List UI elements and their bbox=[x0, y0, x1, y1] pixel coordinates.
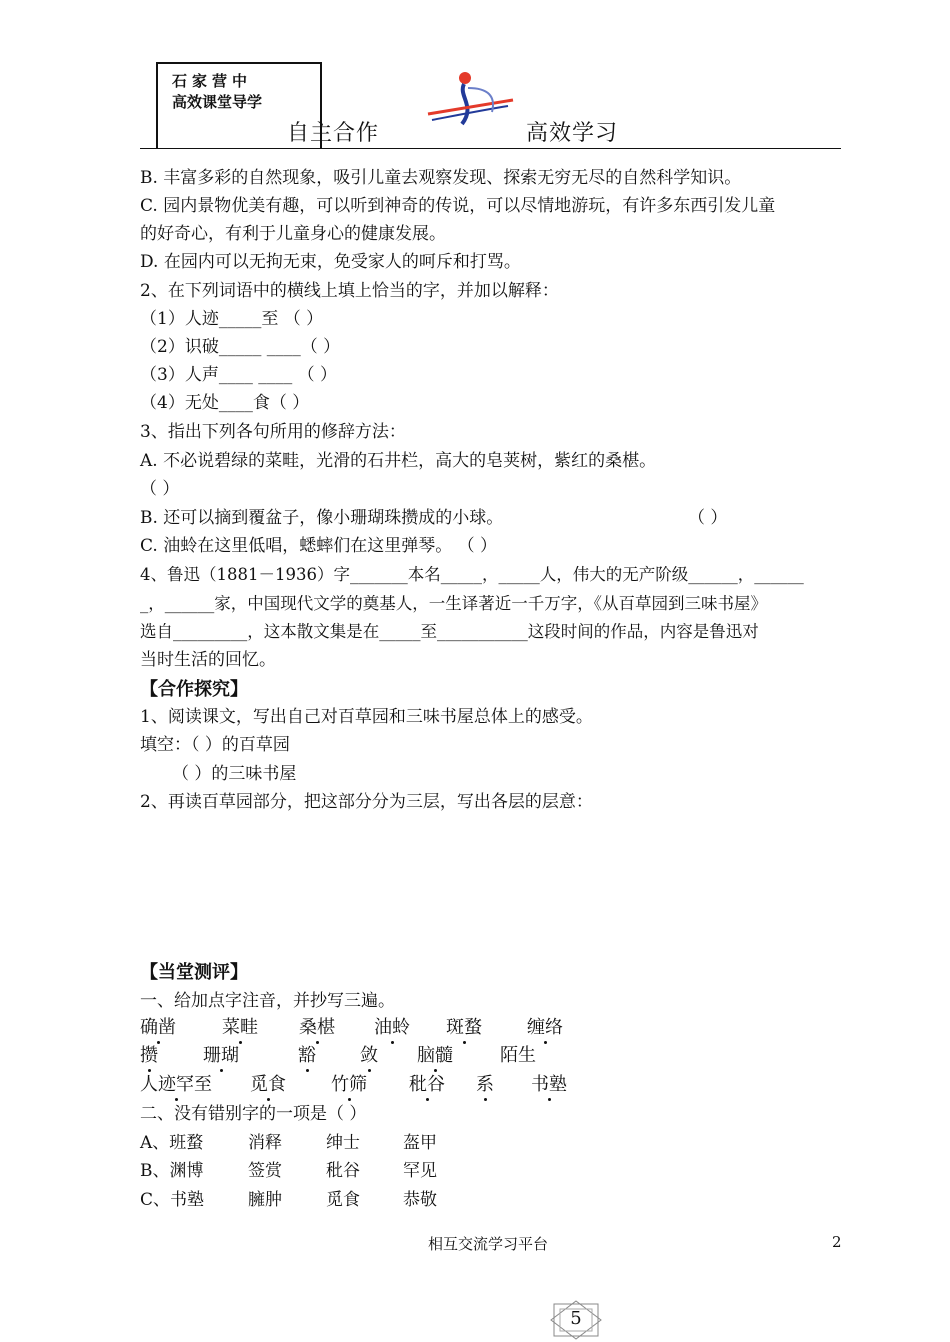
vocab-word: 攒 bbox=[140, 1045, 158, 1066]
choice-b-label: B、渊博 bbox=[140, 1161, 204, 1181]
slogan-left: 自主合作 bbox=[287, 121, 380, 146]
coop-heading: 【合作探究】 bbox=[140, 679, 248, 700]
coop-fill-1: 填空：（ ）的百草园 bbox=[140, 735, 290, 755]
vocab-word: 斑蝥 bbox=[446, 1017, 482, 1038]
option-d: D. 在园内可以无拘无束，免受家人的呵斥和打骂。 bbox=[140, 252, 521, 272]
vocab-word: 珊瑚 bbox=[203, 1045, 239, 1066]
choice-word: 臃肿 bbox=[248, 1190, 282, 1210]
vocab-word: 菜畦 bbox=[222, 1017, 258, 1038]
choice-a-label: A、班蝥 bbox=[140, 1133, 204, 1153]
vocab-word: 系 bbox=[476, 1074, 494, 1095]
vocab-word: 豁 bbox=[298, 1045, 316, 1066]
vocab-word: 人迹罕至 bbox=[140, 1074, 212, 1095]
choice-word: 恭敬 bbox=[403, 1190, 437, 1210]
q3-b: B. 还可以摘到覆盆子，像小珊瑚珠攒成的小球。 bbox=[140, 508, 504, 528]
choice-word: 消释 bbox=[248, 1133, 282, 1153]
vocab-word: 桑椹 bbox=[299, 1017, 335, 1038]
q3-a: A. 不必说碧绿的菜畦，光滑的石井栏，高大的皂荚树，紫红的桑椹。 bbox=[140, 451, 657, 471]
q4-line2: _，______家，中国现代文学的奠基人，一生译著近一千万字，《从百草园到三味书屋》 bbox=[140, 594, 767, 613]
q2-item-3: （3）人声____ ____ （ ） bbox=[140, 365, 338, 385]
q3-c: C. 油蛉在这里低唱，蟋蟀们在这里弹琴。 （ ） bbox=[140, 536, 498, 556]
header-rule bbox=[140, 148, 841, 149]
choice-word: 绅士 bbox=[326, 1133, 360, 1153]
vocab-row-1 bbox=[140, 1014, 176, 1042]
page-badge bbox=[548, 1300, 604, 1340]
course-name: 高效课堂导学 bbox=[172, 93, 263, 111]
choice-word: 觅食 bbox=[326, 1190, 360, 1210]
vocab-word: 陌生 bbox=[500, 1045, 536, 1066]
vocab-word: 敛 bbox=[360, 1045, 378, 1066]
vocab-word: 确凿 bbox=[140, 1017, 176, 1038]
footer-text: 相互交流学习平台 bbox=[428, 1235, 549, 1253]
coop-q1: 1、阅读课文，写出自己对百草园和三味书屋总体上的感受。 bbox=[140, 707, 593, 727]
q2-item-1: （1）人迹_____至 （ ） bbox=[140, 309, 324, 329]
page-badge-number: 5 bbox=[570, 1308, 582, 1329]
q4-line1: 4、鲁迅（1881－1936）字_______本名_____，_____人，伟大的无产阶级______，______ bbox=[140, 565, 804, 584]
test-q1: 一、给加点字注音，并抄写三遍。 bbox=[140, 991, 395, 1011]
vocab-word: 竹筛 bbox=[331, 1074, 367, 1095]
choice-word: 签赏 bbox=[248, 1161, 282, 1181]
q3-b-blank: （ ） bbox=[688, 508, 728, 528]
vocab-word: 油蛉 bbox=[374, 1017, 410, 1038]
q2-item-4: （4）无处____食（ ） bbox=[140, 393, 310, 413]
q2-item-2: （2）识破_____ ____（ ） bbox=[140, 337, 341, 357]
q3-a-blank: （ ） bbox=[140, 479, 180, 499]
coop-fill-2: （ ）的三味书屋 bbox=[172, 764, 297, 784]
test-heading: 【当堂测评】 bbox=[140, 962, 248, 983]
q2-title: 2、在下列词语中的横线上填上恰当的字，并加以解释： bbox=[140, 281, 559, 301]
school-name: 石家营中 bbox=[172, 72, 253, 90]
choice-c-label: C、书塾 bbox=[140, 1190, 205, 1210]
q4-line3: 选自_________，这本散文集是在_____至___________这段时间的作品，内容是鲁迅对 bbox=[140, 622, 759, 641]
q3-title: 3、指出下列各句所用的修辞方法： bbox=[140, 422, 406, 442]
q4-line4: 当时生活的回忆。 bbox=[140, 650, 276, 670]
slogan-right: 高效学习 bbox=[526, 121, 619, 146]
test-q2: 二、没有错别字的一项是（ ） bbox=[140, 1104, 367, 1124]
school-logo-icon bbox=[418, 66, 518, 136]
option-c-line2: 的好奇心，有利于儿童身心的健康发展。 bbox=[140, 224, 446, 244]
vocab-word: 缠络 bbox=[527, 1017, 563, 1038]
choice-word: 盔甲 bbox=[403, 1133, 437, 1153]
page-number: 2 bbox=[832, 1233, 842, 1251]
coop-q2: 2、再读百草园部分，把这部分分为三层，写出各层的层意： bbox=[140, 792, 593, 812]
choice-word: 罕见 bbox=[403, 1161, 437, 1181]
option-b: B. 丰富多彩的自然现象，吸引儿童去观察发现、探索无穷无尽的自然科学知识。 bbox=[140, 168, 742, 188]
vocab-word: 书塾 bbox=[531, 1074, 567, 1095]
vocab-word: 脑髓 bbox=[417, 1045, 453, 1066]
vocab-word: 秕谷 bbox=[409, 1074, 445, 1095]
choice-word: 秕谷 bbox=[326, 1161, 360, 1181]
vocab-word: 觅食 bbox=[250, 1074, 286, 1095]
option-c-line1: C. 园内景物优美有趣，可以听到神奇的传说，可以尽情地游玩，有许多东西引发儿童 bbox=[140, 196, 776, 216]
